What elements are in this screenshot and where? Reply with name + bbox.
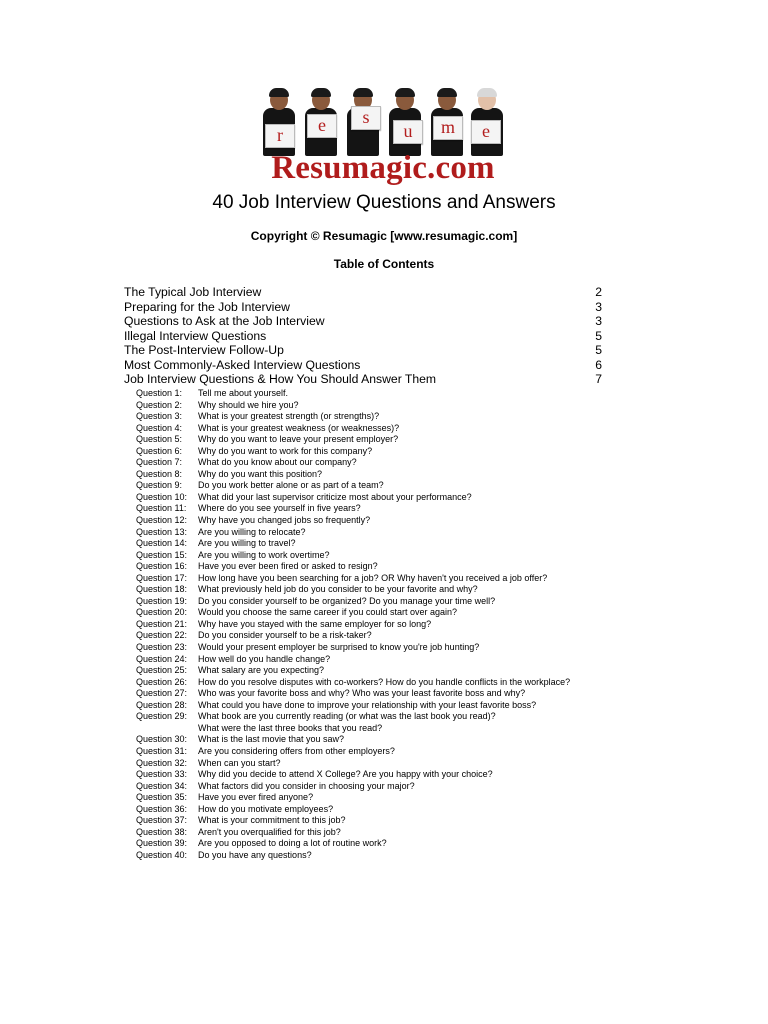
question-item[interactable] <box>136 527 636 539</box>
toc-entry-label: Preparing for the Job Interview <box>124 299 290 314</box>
question-item[interactable] <box>136 827 636 839</box>
question-text: Why do you want to leave your present employer? <box>198 434 399 445</box>
question-item[interactable] <box>136 573 636 585</box>
question-text: What book are you currently reading (or what was the last book you read)? <box>198 711 496 722</box>
logo-letter-card: e <box>471 120 501 144</box>
question-number: Question 25: <box>136 665 188 676</box>
question-number: Question 37: <box>136 815 188 826</box>
question-text: Are you opposed to doing a lot of routine work? <box>198 838 387 849</box>
question-number: Question 31: <box>136 745 188 756</box>
toc-entry-label: Most Commonly-Asked Interview Questions <box>124 357 361 372</box>
toc-heading: Table of Contents <box>333 257 435 271</box>
toc-entry[interactable] <box>124 285 602 300</box>
question-item[interactable] <box>136 804 636 816</box>
question-text: Are you willing to relocate? <box>198 526 306 537</box>
question-text: Are you considering offers from other employers? <box>198 745 395 756</box>
toc-entry[interactable] <box>124 372 602 387</box>
question-number: Question 38: <box>136 826 188 837</box>
question-number: Question 16: <box>136 561 188 572</box>
question-text: Do you work better alone or as part of a team? <box>198 480 384 491</box>
question-item[interactable] <box>136 642 636 654</box>
question-number: Question 19: <box>136 595 188 606</box>
question-item[interactable] <box>136 746 636 758</box>
question-number: Question 39: <box>136 838 188 849</box>
question-text: What is your greatest strength (or strengths)? <box>198 411 380 422</box>
question-item[interactable] <box>136 446 636 458</box>
question-number: Question 22: <box>136 630 188 641</box>
toc-entry[interactable] <box>124 314 602 329</box>
question-text: What is the last movie that you saw? <box>198 734 345 745</box>
toc-entry-page: 6 <box>595 357 602 372</box>
logo-brand-text: Resumagic.com <box>271 150 495 186</box>
question-text: Are you willing to work overtime? <box>198 549 330 560</box>
question-number: Question 8: <box>136 468 183 479</box>
question-item[interactable] <box>136 492 636 504</box>
question-text: What factors did you consider in choosing your major? <box>198 780 415 791</box>
question-text: Where do you see yourself in five years? <box>198 503 361 514</box>
question-item[interactable] <box>136 607 636 619</box>
question-item[interactable] <box>136 758 636 770</box>
question-item[interactable] <box>136 584 636 596</box>
question-item[interactable] <box>136 734 636 746</box>
question-item[interactable] <box>136 711 636 723</box>
question-text: What were the last three books that you read? <box>198 722 383 733</box>
question-number: Question 15: <box>136 549 188 560</box>
question-item[interactable] <box>136 792 636 804</box>
question-number: Question 35: <box>136 792 188 803</box>
question-text: When can you start? <box>198 757 281 768</box>
question-text: Why did you decide to attend X College? Are you happy with your choice? <box>198 769 493 780</box>
toc-entry-label: The Typical Job Interview <box>124 285 262 299</box>
question-item[interactable] <box>136 515 636 527</box>
question-text: Would you choose the same career if you could start over again? <box>198 607 457 618</box>
logo-letter-card: m <box>433 116 463 140</box>
question-number: Question 21: <box>136 618 188 629</box>
question-number: Question 34: <box>136 780 188 791</box>
question-text: What is your commitment to this job? <box>198 815 346 826</box>
question-text: Tell me about yourself. <box>198 388 289 398</box>
copyright-notice: Copyright © Resumagic [www.resumagic.com] <box>250 229 518 243</box>
question-item[interactable] <box>136 423 636 435</box>
question-number: Question 40: <box>136 849 188 860</box>
question-number: Question 17: <box>136 572 188 583</box>
question-item[interactable] <box>136 550 636 562</box>
question-number: Question 26: <box>136 676 188 687</box>
question-text: Why should we hire you? <box>198 399 299 410</box>
question-number: Question 33: <box>136 769 188 780</box>
logo-letter-card: s <box>351 106 381 130</box>
question-number: Question 36: <box>136 803 188 814</box>
question-number: Question 32: <box>136 757 188 768</box>
question-item[interactable] <box>136 596 636 608</box>
question-text: Why do you want this position? <box>198 468 323 479</box>
question-number: Question 5: <box>136 434 183 445</box>
question-number: Question 18: <box>136 584 188 595</box>
question-text: Do you consider yourself to be a risk-taker? <box>198 630 372 641</box>
toc-entry[interactable] <box>124 300 602 315</box>
question-number: Question 11: <box>136 503 187 514</box>
question-item[interactable] <box>136 503 636 515</box>
question-number: Question 30: <box>136 734 188 745</box>
question-number: Question 24: <box>136 653 188 664</box>
question-text: Do you consider yourself to be organized? Do you manage your time well? <box>198 595 496 606</box>
question-text: Have you ever fired anyone? <box>198 792 314 803</box>
logo-letter-card: e <box>307 114 337 138</box>
question-number: Question 4: <box>136 422 183 433</box>
question-number: Question 1: <box>136 388 183 398</box>
question-item[interactable] <box>136 630 636 642</box>
question-number: Question 20: <box>136 607 188 618</box>
question-item[interactable] <box>136 654 636 666</box>
resumagic-logo <box>255 86 507 186</box>
question-number: Question 29: <box>136 711 188 722</box>
question-text: How do you motivate employees? <box>198 803 334 814</box>
logo-letter-card: u <box>393 120 423 144</box>
question-text: What could you have done to improve your relationship with your least favorite boss? <box>198 699 537 710</box>
question-item[interactable] <box>136 434 636 446</box>
logo-letter-card: r <box>265 124 295 148</box>
toc-entry-page: 3 <box>595 314 602 328</box>
toc-entry[interactable] <box>124 343 602 358</box>
question-text: What salary are you expecting? <box>198 665 325 676</box>
question-item[interactable] <box>136 677 636 689</box>
question-item[interactable] <box>136 700 636 712</box>
question-text: Would your present employer be surprised to know you're job hunting? <box>198 642 480 653</box>
question-text: What is your greatest weakness (or weaknesses)? <box>198 422 400 433</box>
document-title: 40 Job Interview Questions and Answers <box>212 192 556 213</box>
question-item[interactable] <box>136 469 636 481</box>
question-item[interactable] <box>136 769 636 781</box>
toc-entry-label: The Post-Interview Follow-Up <box>124 343 284 357</box>
question-text: Aren't you overqualified for this job? <box>198 826 341 837</box>
question-text: Why have you stayed with the same employer for so long? <box>198 618 432 629</box>
question-text: How do you resolve disputes with co-workers? How do you handle conflicts in the workplace? <box>198 676 571 687</box>
question-text: Why do you want to work for this company? <box>198 445 373 456</box>
question-text: How long have you been searching for a job? OR Why haven't you received a job offer? <box>198 572 548 583</box>
question-item[interactable] <box>136 723 636 735</box>
question-item[interactable] <box>136 400 636 412</box>
question-item[interactable] <box>136 838 636 850</box>
question-number: Question 9: <box>136 480 183 491</box>
question-text: Do you have any questions? <box>198 849 312 860</box>
question-item[interactable] <box>136 688 636 700</box>
question-item[interactable] <box>136 815 636 827</box>
question-item[interactable] <box>136 457 636 469</box>
question-item[interactable] <box>136 781 636 793</box>
question-text: Are you willing to travel? <box>198 538 296 549</box>
question-number: Question 6: <box>136 445 183 456</box>
question-number: Question 27: <box>136 688 188 699</box>
question-item[interactable] <box>136 388 636 400</box>
question-number: Question 13: <box>136 526 188 537</box>
question-item[interactable] <box>136 538 636 550</box>
question-text: What do you know about our company? <box>198 457 357 468</box>
question-item[interactable] <box>136 850 636 862</box>
question-text: Who was your favorite boss and why? Who was your least favorite boss and why? <box>198 688 526 699</box>
question-text: How well do you handle change? <box>198 653 331 664</box>
question-list <box>136 388 636 861</box>
question-item[interactable] <box>136 561 636 573</box>
question-number: Question 2: <box>136 399 183 410</box>
question-number: Question 23: <box>136 642 188 653</box>
toc-entry[interactable] <box>124 358 602 373</box>
question-text: Have you ever been fired or asked to resign? <box>198 561 378 572</box>
question-item[interactable] <box>136 665 636 677</box>
question-number: Question 28: <box>136 699 188 710</box>
question-number: Question 12: <box>136 515 188 526</box>
question-item[interactable] <box>136 619 636 631</box>
question-number: Question 10: <box>136 491 188 502</box>
question-item[interactable] <box>136 480 636 492</box>
toc-entry-label: Illegal Interview Questions <box>124 328 267 343</box>
toc-entry-page: 5 <box>595 328 602 343</box>
toc-entry-page: 5 <box>595 343 602 357</box>
toc-entry[interactable] <box>124 329 602 344</box>
question-text: What did your last supervisor criticize most about your performance? <box>198 491 472 502</box>
question-number: Question 14: <box>136 538 188 549</box>
toc-entry-page: 3 <box>595 299 602 314</box>
table-of-contents <box>124 285 602 387</box>
toc-entry-label: Job Interview Questions & How You Should Answer Them <box>124 372 437 386</box>
toc-entry-page: 2 <box>595 285 602 299</box>
question-item[interactable] <box>136 411 636 423</box>
logo-people-illustration <box>255 86 507 158</box>
question-number: Question 7: <box>136 457 183 468</box>
toc-entry-page: 7 <box>595 372 602 386</box>
question-text: Why have you changed jobs so frequently? <box>198 515 371 526</box>
question-text: What previously held job do you consider to be your favorite and why? <box>198 584 478 595</box>
question-number: Question 3: <box>136 411 183 422</box>
toc-entry-label: Questions to Ask at the Job Interview <box>124 314 325 328</box>
